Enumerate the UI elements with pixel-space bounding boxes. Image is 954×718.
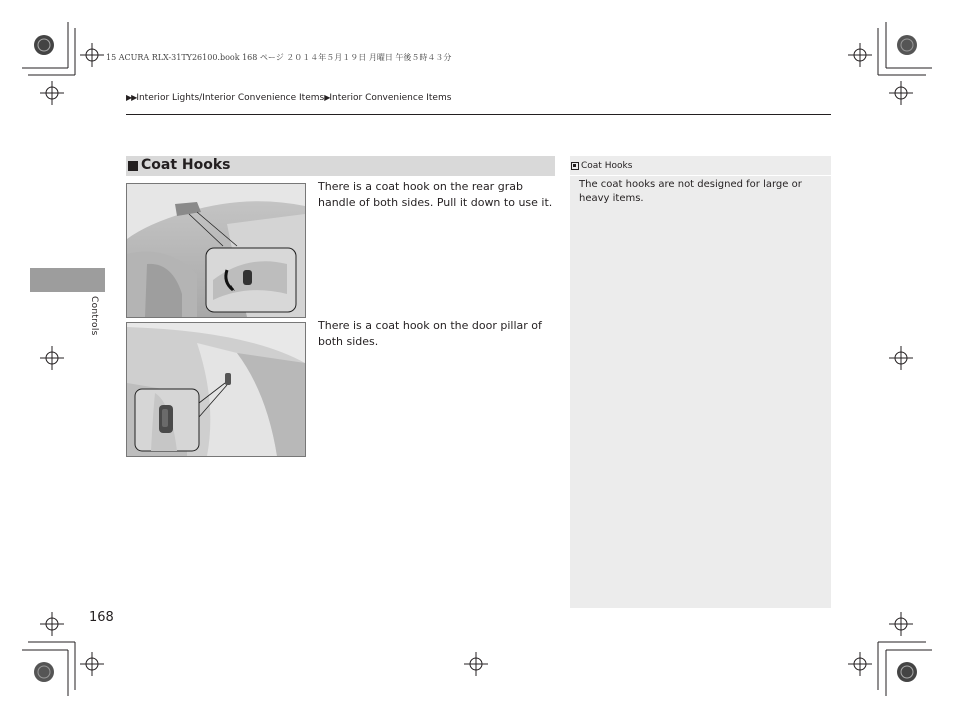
- door-pillar-hook-text: There is a coat hook on the door pillar of both sides.: [318, 319, 542, 348]
- note-text: The coat hooks are not designed for large or heavy items.: [579, 179, 802, 204]
- grab-handle-hook-text: There is a coat hook on the rear grab handle of both sides. Pull it down to use it.: [318, 180, 553, 209]
- note-heading-text: Coat Hooks: [581, 161, 633, 171]
- header-rule: [126, 114, 831, 115]
- section-square-icon: [128, 161, 138, 171]
- section-title: Coat Hooks: [141, 157, 231, 173]
- side-tab[interactable]: [30, 268, 105, 292]
- door-pillar-hook-illustration: [126, 322, 306, 457]
- breadcrumb-arrow-icon: ▶▶: [126, 93, 137, 102]
- grab-handle-hook-illustration: [126, 183, 306, 318]
- side-tab-label: Controls: [89, 296, 99, 336]
- note-box: [570, 156, 831, 608]
- page-number: 168: [89, 610, 114, 625]
- breadcrumb: [126, 93, 451, 103]
- breadcrumb-link-convenience-items[interactable]: Interior Convenience Items: [329, 93, 452, 103]
- note-icon: [571, 162, 579, 170]
- breadcrumb-arrow-icon: ▶: [324, 93, 330, 102]
- file-info: 15 ACURA RLX-31TY26100.book 168 ページ ２０１４年５月１９日 月曜日 午後５時４３分: [106, 53, 452, 62]
- section-heading: [126, 156, 555, 176]
- breadcrumb-link-interior-lights[interactable]: Interior Lights/Interior Convenience Items: [136, 93, 325, 103]
- note-heading: [571, 161, 632, 171]
- note-divider: [570, 175, 831, 176]
